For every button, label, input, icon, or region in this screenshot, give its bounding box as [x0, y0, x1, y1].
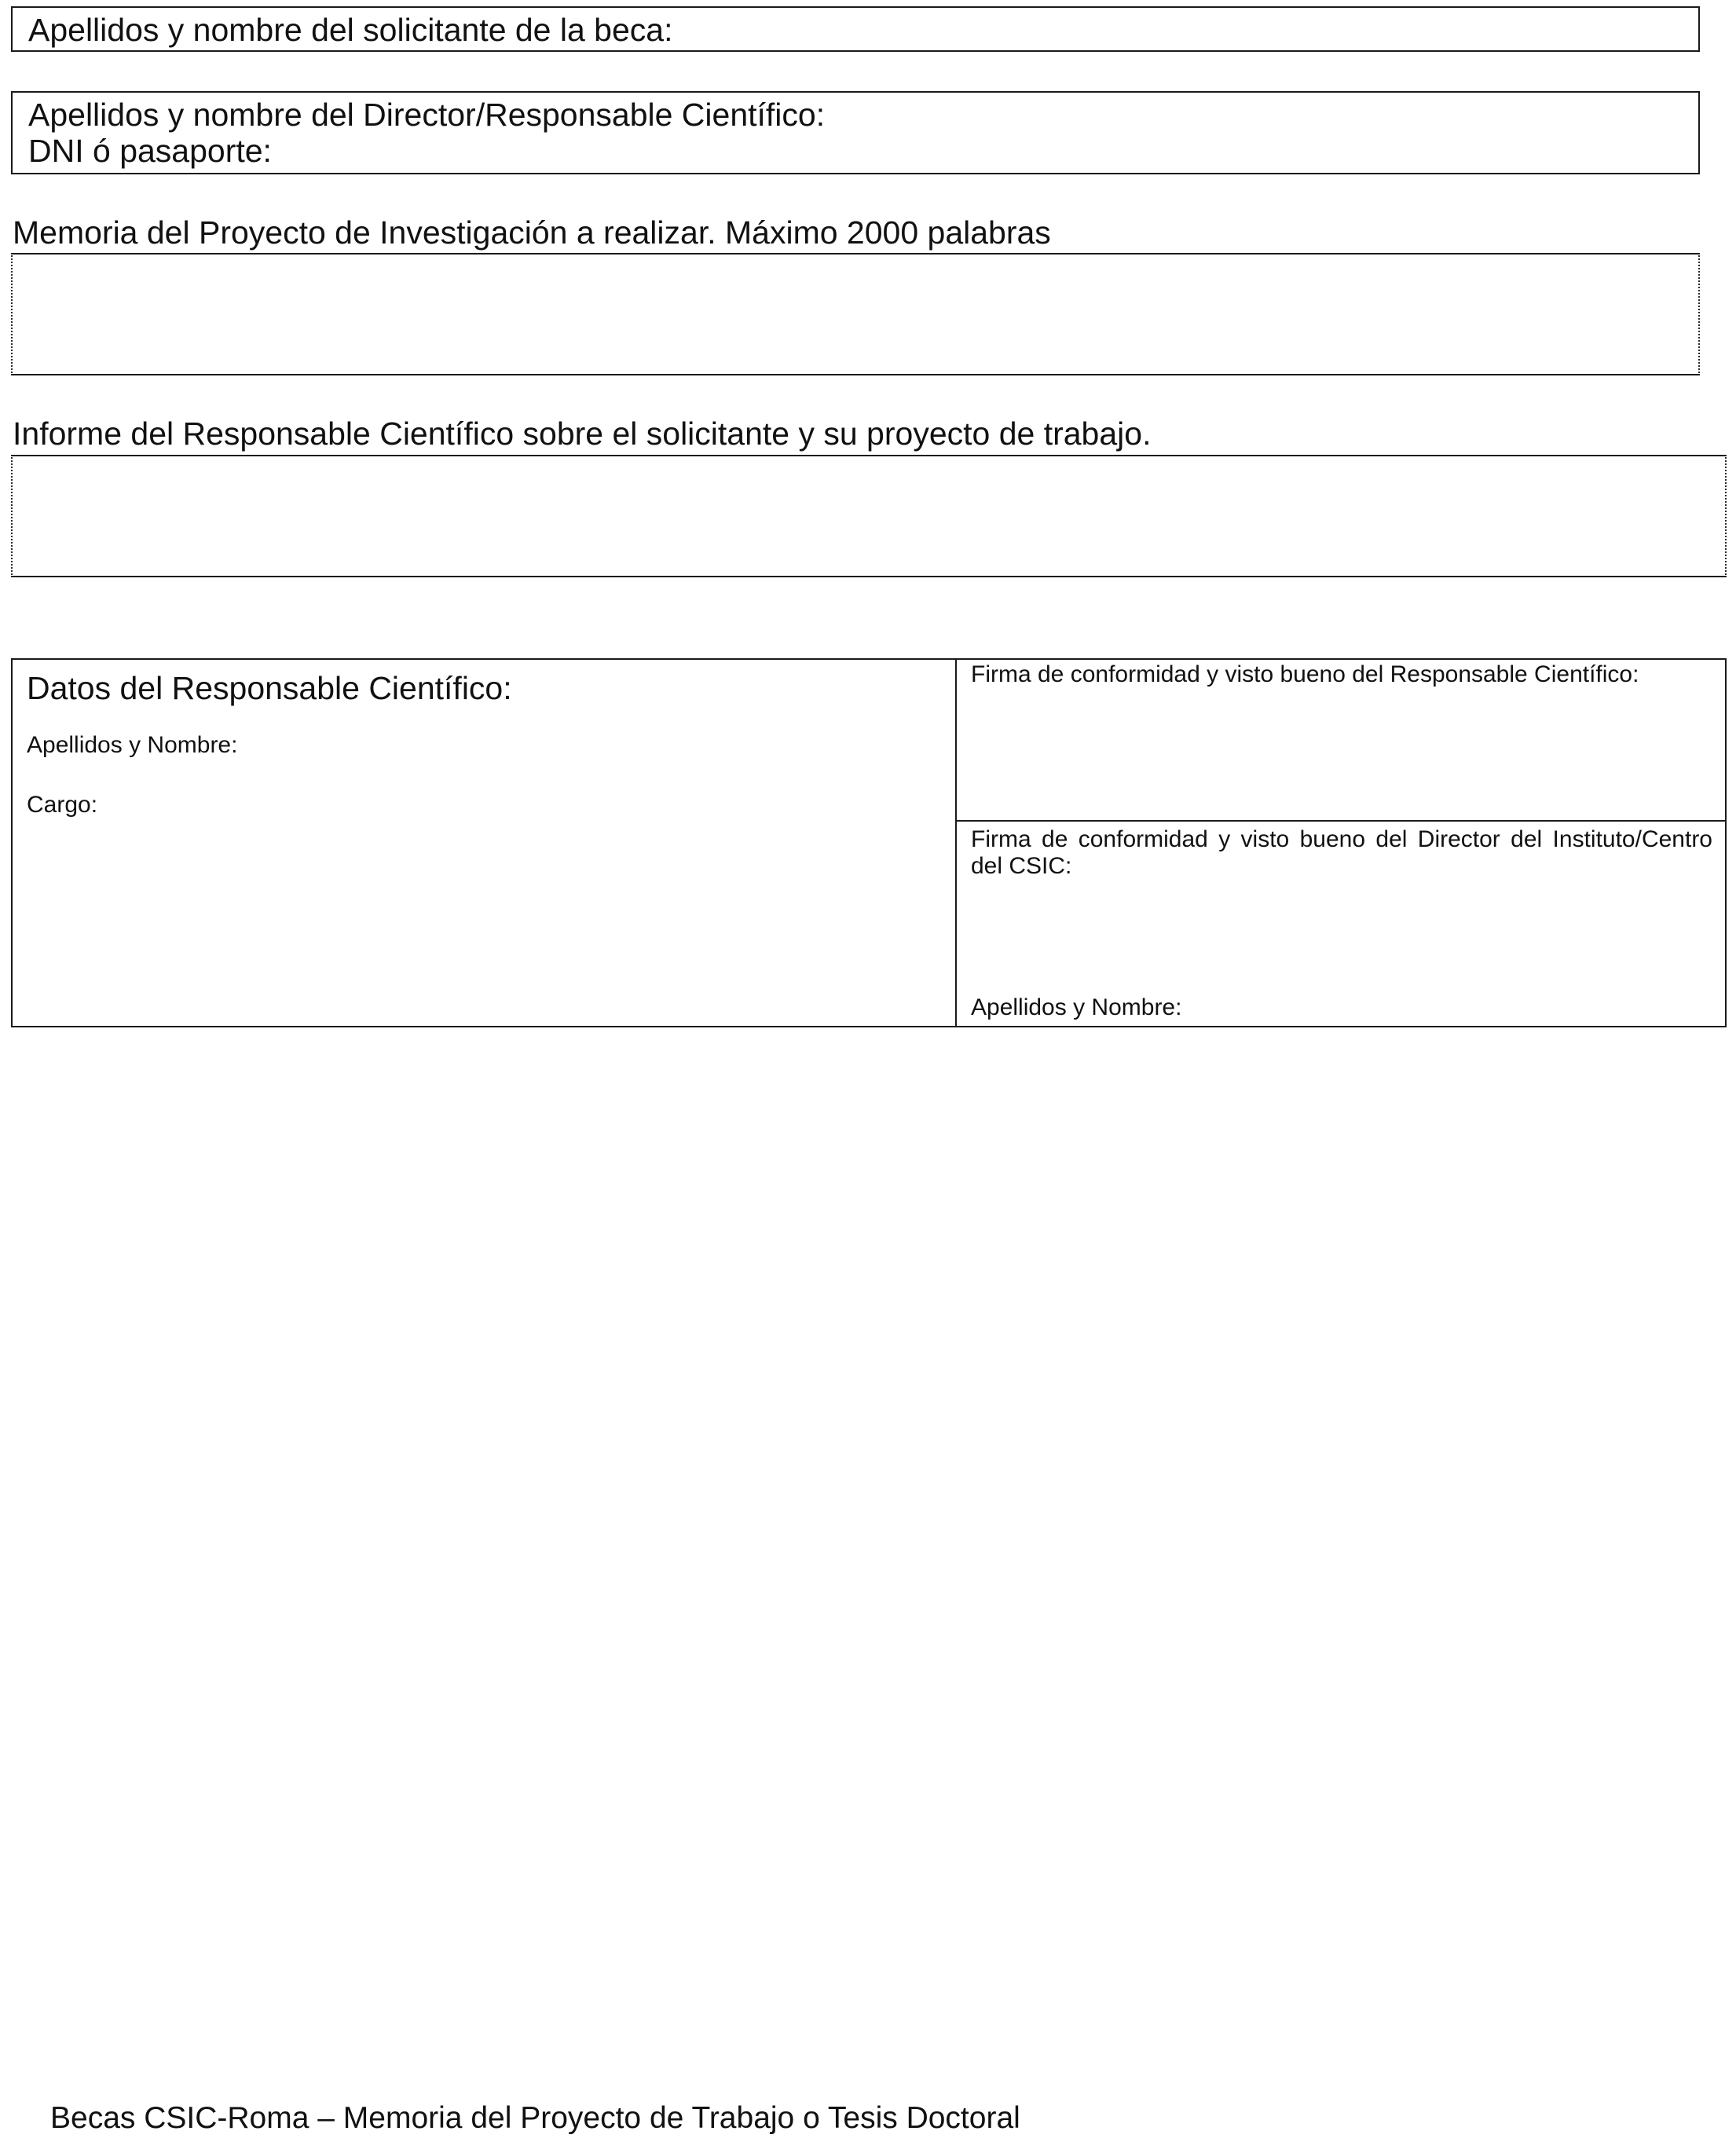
memoria-heading: Memoria del Proyecto de Investigación a realizar. Máximo 2000 palabras [13, 214, 1051, 251]
datos-cell [13, 660, 957, 1026]
firma-responsable-cell[interactable] [957, 660, 1725, 822]
responsable-data-table [11, 658, 1727, 1027]
informe-textarea[interactable] [11, 455, 1727, 577]
informe-heading: Informe del Responsable Científico sobre el solicitante y su proyecto de trabajo. [13, 416, 1152, 452]
firma-director-cell[interactable] [957, 822, 1725, 1026]
director-name-label: Apellidos y nombre del Director/Responsable Científico: [28, 97, 826, 133]
director-apellidos-label: Apellidos y Nombre: [971, 994, 1182, 1020]
director-field[interactable] [11, 91, 1700, 174]
firma-director-label: Firma de conformidad y visto bueno del Director del Instituto/Centro del CSIC: [971, 826, 1712, 879]
datos-apellidos-label: Apellidos y Nombre: [27, 732, 238, 758]
footer-text: Becas CSIC-Roma – Memoria del Proyecto de Trabajo o Tesis Doctoral [50, 2101, 1020, 2135]
firma-responsable-label: Firma de conformidad y visto bueno del Responsable Científico: [971, 661, 1639, 687]
datos-cargo-label: Cargo: [27, 792, 98, 818]
applicant-name-field[interactable] [11, 6, 1700, 52]
memoria-textarea[interactable] [11, 253, 1700, 375]
datos-title: Datos del Responsable Científico: [27, 670, 512, 706]
applicant-name-label: Apellidos y nombre del solicitante de la beca: [28, 12, 673, 48]
dni-label: DNI ó pasaporte: [28, 133, 272, 169]
